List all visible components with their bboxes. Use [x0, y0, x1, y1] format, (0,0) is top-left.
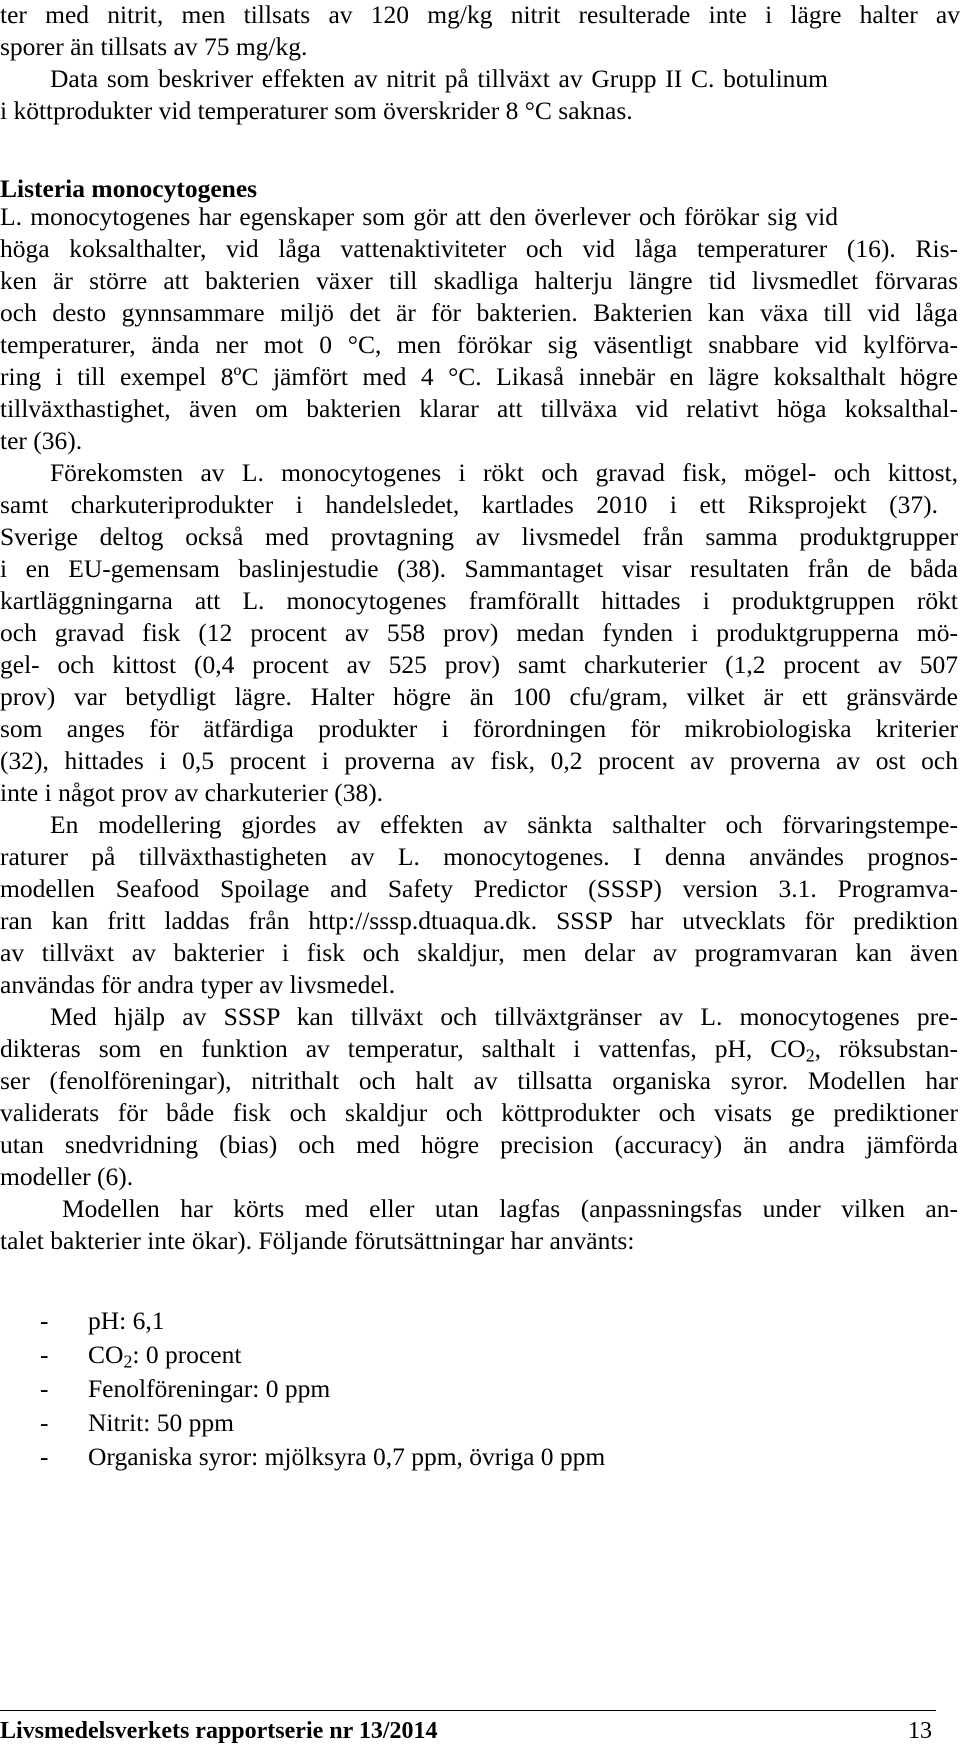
text-line: validerats för både fisk och skaldjur och köttprodukter och visats ge prediktioner: [0, 1098, 958, 1127]
list-item: [0, 1340, 960, 1370]
list-bullet: -: [40, 1442, 49, 1471]
text-line: prov) var betydligt lägre. Halter högre än 100 cfu/gram, vilket är ett gränsvärde: [0, 682, 958, 711]
text-line: Modellen har körts med eller utan lagfas (anpassningsfas under vilken an-: [62, 1194, 958, 1223]
text-line: i en EU-gemensam baslinjestudie (38). Sammantaget visar resultaten från de båda: [0, 554, 958, 583]
text-line: tillväxthastighet, även om bakterien klarar att tillväxa vid relativt höga koksalthal-: [0, 394, 958, 423]
list-item-text: pH: 6,1: [88, 1306, 165, 1335]
text-line: höga koksalthalter, vid låga vattenaktiviteter och vid låga temperaturer (16). Ris-: [0, 234, 958, 263]
text-fragment: CO: [88, 1340, 124, 1369]
text-line: Förekomsten av L. monocytogenes i rökt och gravad fisk, mögel- och kittost,: [50, 458, 958, 487]
page-footer: [0, 1716, 960, 1746]
text-line: som anges för ätfärdiga produkter i förordningen för mikrobiologiska kriterier: [0, 714, 958, 743]
list-bullet: -: [40, 1374, 49, 1403]
list-item-text: [88, 1340, 241, 1370]
text-line: ran kan fritt laddas från http://sssp.dtuaqua.dk. SSSP har utvecklats för prediktion: [0, 906, 958, 935]
page-number: 13: [908, 1718, 932, 1744]
text-line: användas för andra typer av livsmedel.: [0, 970, 396, 999]
report-series: Livsmedelsverkets rapportserie nr 13/2014: [0, 1718, 438, 1744]
text-line: inte i något prov av charkuterier (38).: [0, 778, 384, 807]
text-line: talet bakterier inte ökar). Följande förutsättningar har använts:: [0, 1226, 635, 1255]
text-line: modeller (6).: [0, 1162, 134, 1191]
text-line: Data som beskriver effekten av nitrit på tillväxt av Grupp II C. botulinum: [50, 64, 828, 93]
text-line: ser (fenolföreningar), nitrithalt och halt av tillsatta organiska syror. Modellen har: [0, 1066, 958, 1095]
list-item: [0, 1306, 960, 1336]
footer-rule: [0, 1710, 936, 1711]
text-line: av tillväxt av bakterier i fisk och skaldjur, men delar av programvaran kan även: [0, 938, 958, 967]
list-item: [0, 1408, 960, 1438]
text-line: (32), hittades i 0,5 procent i proverna av fisk, 0,2 procent av proverna av ost och: [0, 746, 958, 775]
text-fragment: : 0 procent: [132, 1340, 242, 1369]
text-line: och desto gynnsammare miljö det är för bakterien. Bakterien kan växa till vid låga: [0, 298, 958, 327]
text-line: modellen Seafood Spoilage and Safety Predictor (SSSP) version 3.1. Programva-: [0, 874, 958, 903]
subscript: 2: [123, 1351, 133, 1372]
text-line: samt charkuteriprodukter i handelsledet, kartlades 2010 i ett Riksprojekt (37).: [0, 490, 938, 519]
text-line: [0, 1034, 958, 1064]
list-bullet: -: [40, 1306, 49, 1335]
list-bullet: -: [40, 1408, 49, 1437]
list-item-text: Nitrit: 50 ppm: [88, 1408, 234, 1437]
text-line: temperaturer, ända ner mot 0 °C, men förökar sig väsentligt snabbare vid kylförva-: [0, 330, 958, 359]
text-line: utan snedvridning (bias) och med högre precision (accuracy) än andra jämförda: [0, 1130, 958, 1159]
list-item: [0, 1442, 960, 1472]
text-line: gel- och kittost (0,4 procent av 525 prov) samt charkuterier (1,2 procent av 507: [0, 650, 958, 679]
text-line: Sverige deltog också med provtagning av livsmedel från samma produktgrupper: [0, 522, 958, 551]
text-line: ken är större att bakterien växer till skadliga halterju längre tid livsmedlet förvaras: [0, 266, 958, 295]
text-line: kartläggningarna att L. monocytogenes framförallt hittades i produktgruppen rökt: [0, 586, 958, 615]
text-line: ter (36).: [0, 426, 83, 455]
text-fragment: dikteras som en funktion av temperatur, salthalt i vattenfas, pH, CO: [0, 1034, 806, 1063]
text-line: Med hjälp av SSSP kan tillväxt och tillväxtgränser av L. monocytogenes pre-: [50, 1002, 958, 1031]
text-fragment: , röksubstan-: [814, 1034, 959, 1063]
text-line: ring i till exempel 8ºC jämfört med 4 °C. Likaså innebär en lägre koksalthalt högre: [0, 362, 958, 391]
text-line: raturer på tillväxthastigheten av L. monocytogenes. I denna användes prognos-: [0, 842, 958, 871]
list-item-text: Fenolföreningar: 0 ppm: [88, 1374, 331, 1403]
text-line: och gravad fisk (12 procent av 558 prov) medan fynden i produktgrupperna mö-: [0, 618, 958, 647]
list-bullet: -: [40, 1340, 49, 1369]
text-line: i köttprodukter vid temperaturer som överskrider 8 °C saknas.: [0, 96, 633, 125]
text-line: En modellering gjordes av effekten av sänkta salthalter och förvaringstempe-: [50, 810, 958, 839]
list-item: [0, 1374, 960, 1404]
text-line: L. monocytogenes har egenskaper som gör att den överlever och förökar sig vid: [0, 202, 838, 231]
text-line: ter med nitrit, men tillsats av 120 mg/kg nitrit resulterade inte i lägre halter av: [0, 0, 960, 29]
text-line: sporer än tillsats av 75 mg/kg.: [0, 32, 308, 61]
section-heading: Listeria monocytogenes: [0, 174, 258, 203]
list-item-text: Organiska syror: mjölksyra 0,7 ppm, övriga 0 ppm: [88, 1442, 606, 1471]
subscript: 2: [805, 1045, 815, 1066]
